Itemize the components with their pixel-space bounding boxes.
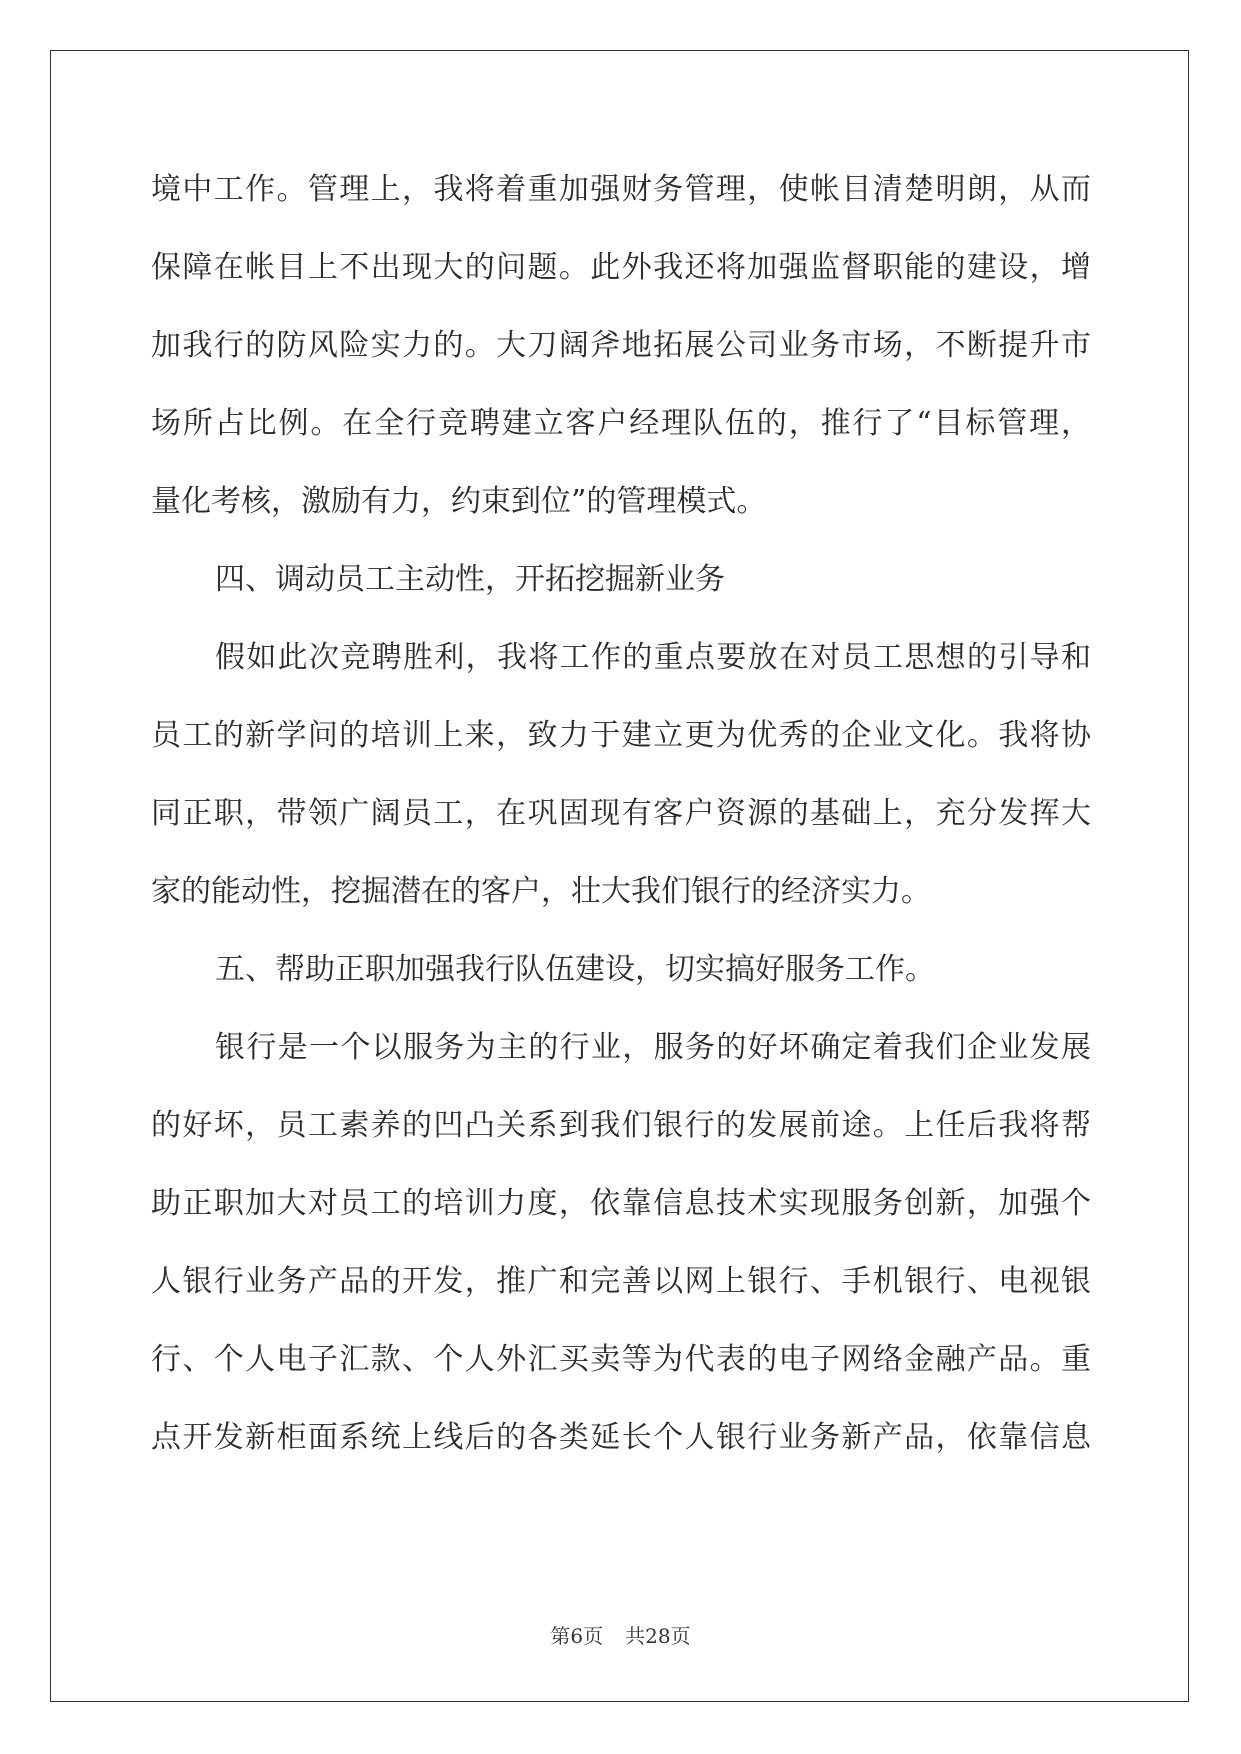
text-line: 同正职，带领广阔员工，在巩固现有客户资源的基础上，充分发挥大 bbox=[151, 796, 1091, 831]
text-line: 点开发新柜面系统上线后的各类延长个人银行业务新产品，依靠信息 bbox=[151, 1420, 1091, 1455]
text-line: 行、个人电子汇款、个人外汇买卖等为代表的电子网络金融产品。重 bbox=[151, 1342, 1091, 1377]
text-line: 的好坏，员工素养的凹凸关系到我们银行的发展前途。上任后我将帮 bbox=[151, 1108, 1091, 1143]
text-line: 假如此次竞聘胜利，我将工作的重点要放在对员工思想的引导和 bbox=[215, 640, 1091, 675]
text-line: 场所占比例。在全行竞聘建立客户经理队伍的，推行了“目标管理， bbox=[151, 406, 1091, 441]
text-line: 保障在帐目上不出现大的问题。此外我还将加强监督职能的建设，增 bbox=[151, 250, 1091, 285]
text-line: 量化考核，激励有力，约束到位”的管理模式。 bbox=[151, 484, 767, 519]
text-line: 助正职加大对员工的培训力度，依靠信息技术实现服务创新，加强个 bbox=[151, 1186, 1091, 1221]
section-heading: 四、调动员工主动性，开拓挖掘新业务 bbox=[215, 562, 725, 597]
text-line: 境中工作。管理上，我将着重加强财务管理，使帐目清楚明朗，从而 bbox=[151, 172, 1091, 207]
text-line: 员工的新学问的培训上来，致力于建立更为优秀的企业文化。我将协 bbox=[151, 718, 1091, 753]
section-heading: 五、帮助正职加强我行队伍建设，切实搞好服务工作。 bbox=[215, 952, 935, 987]
text-line: 家的能动性，挖掘潜在的客户，壮大我们银行的经济实力。 bbox=[151, 874, 931, 909]
page-total: 共28页 bbox=[625, 1624, 691, 1648]
page-number: 第6页 bbox=[550, 1624, 604, 1648]
text-line: 加我行的防风险实力的。大刀阔斧地拓展公司业务市场，不断提升市 bbox=[151, 328, 1091, 363]
text-line: 银行是一个以服务为主的行业，服务的好坏确定着我们企业发展 bbox=[215, 1030, 1091, 1065]
text-line: 人银行业务产品的开发，推广和完善以网上银行、手机银行、电视银 bbox=[151, 1264, 1091, 1299]
page-footer bbox=[0, 1622, 1241, 1650]
